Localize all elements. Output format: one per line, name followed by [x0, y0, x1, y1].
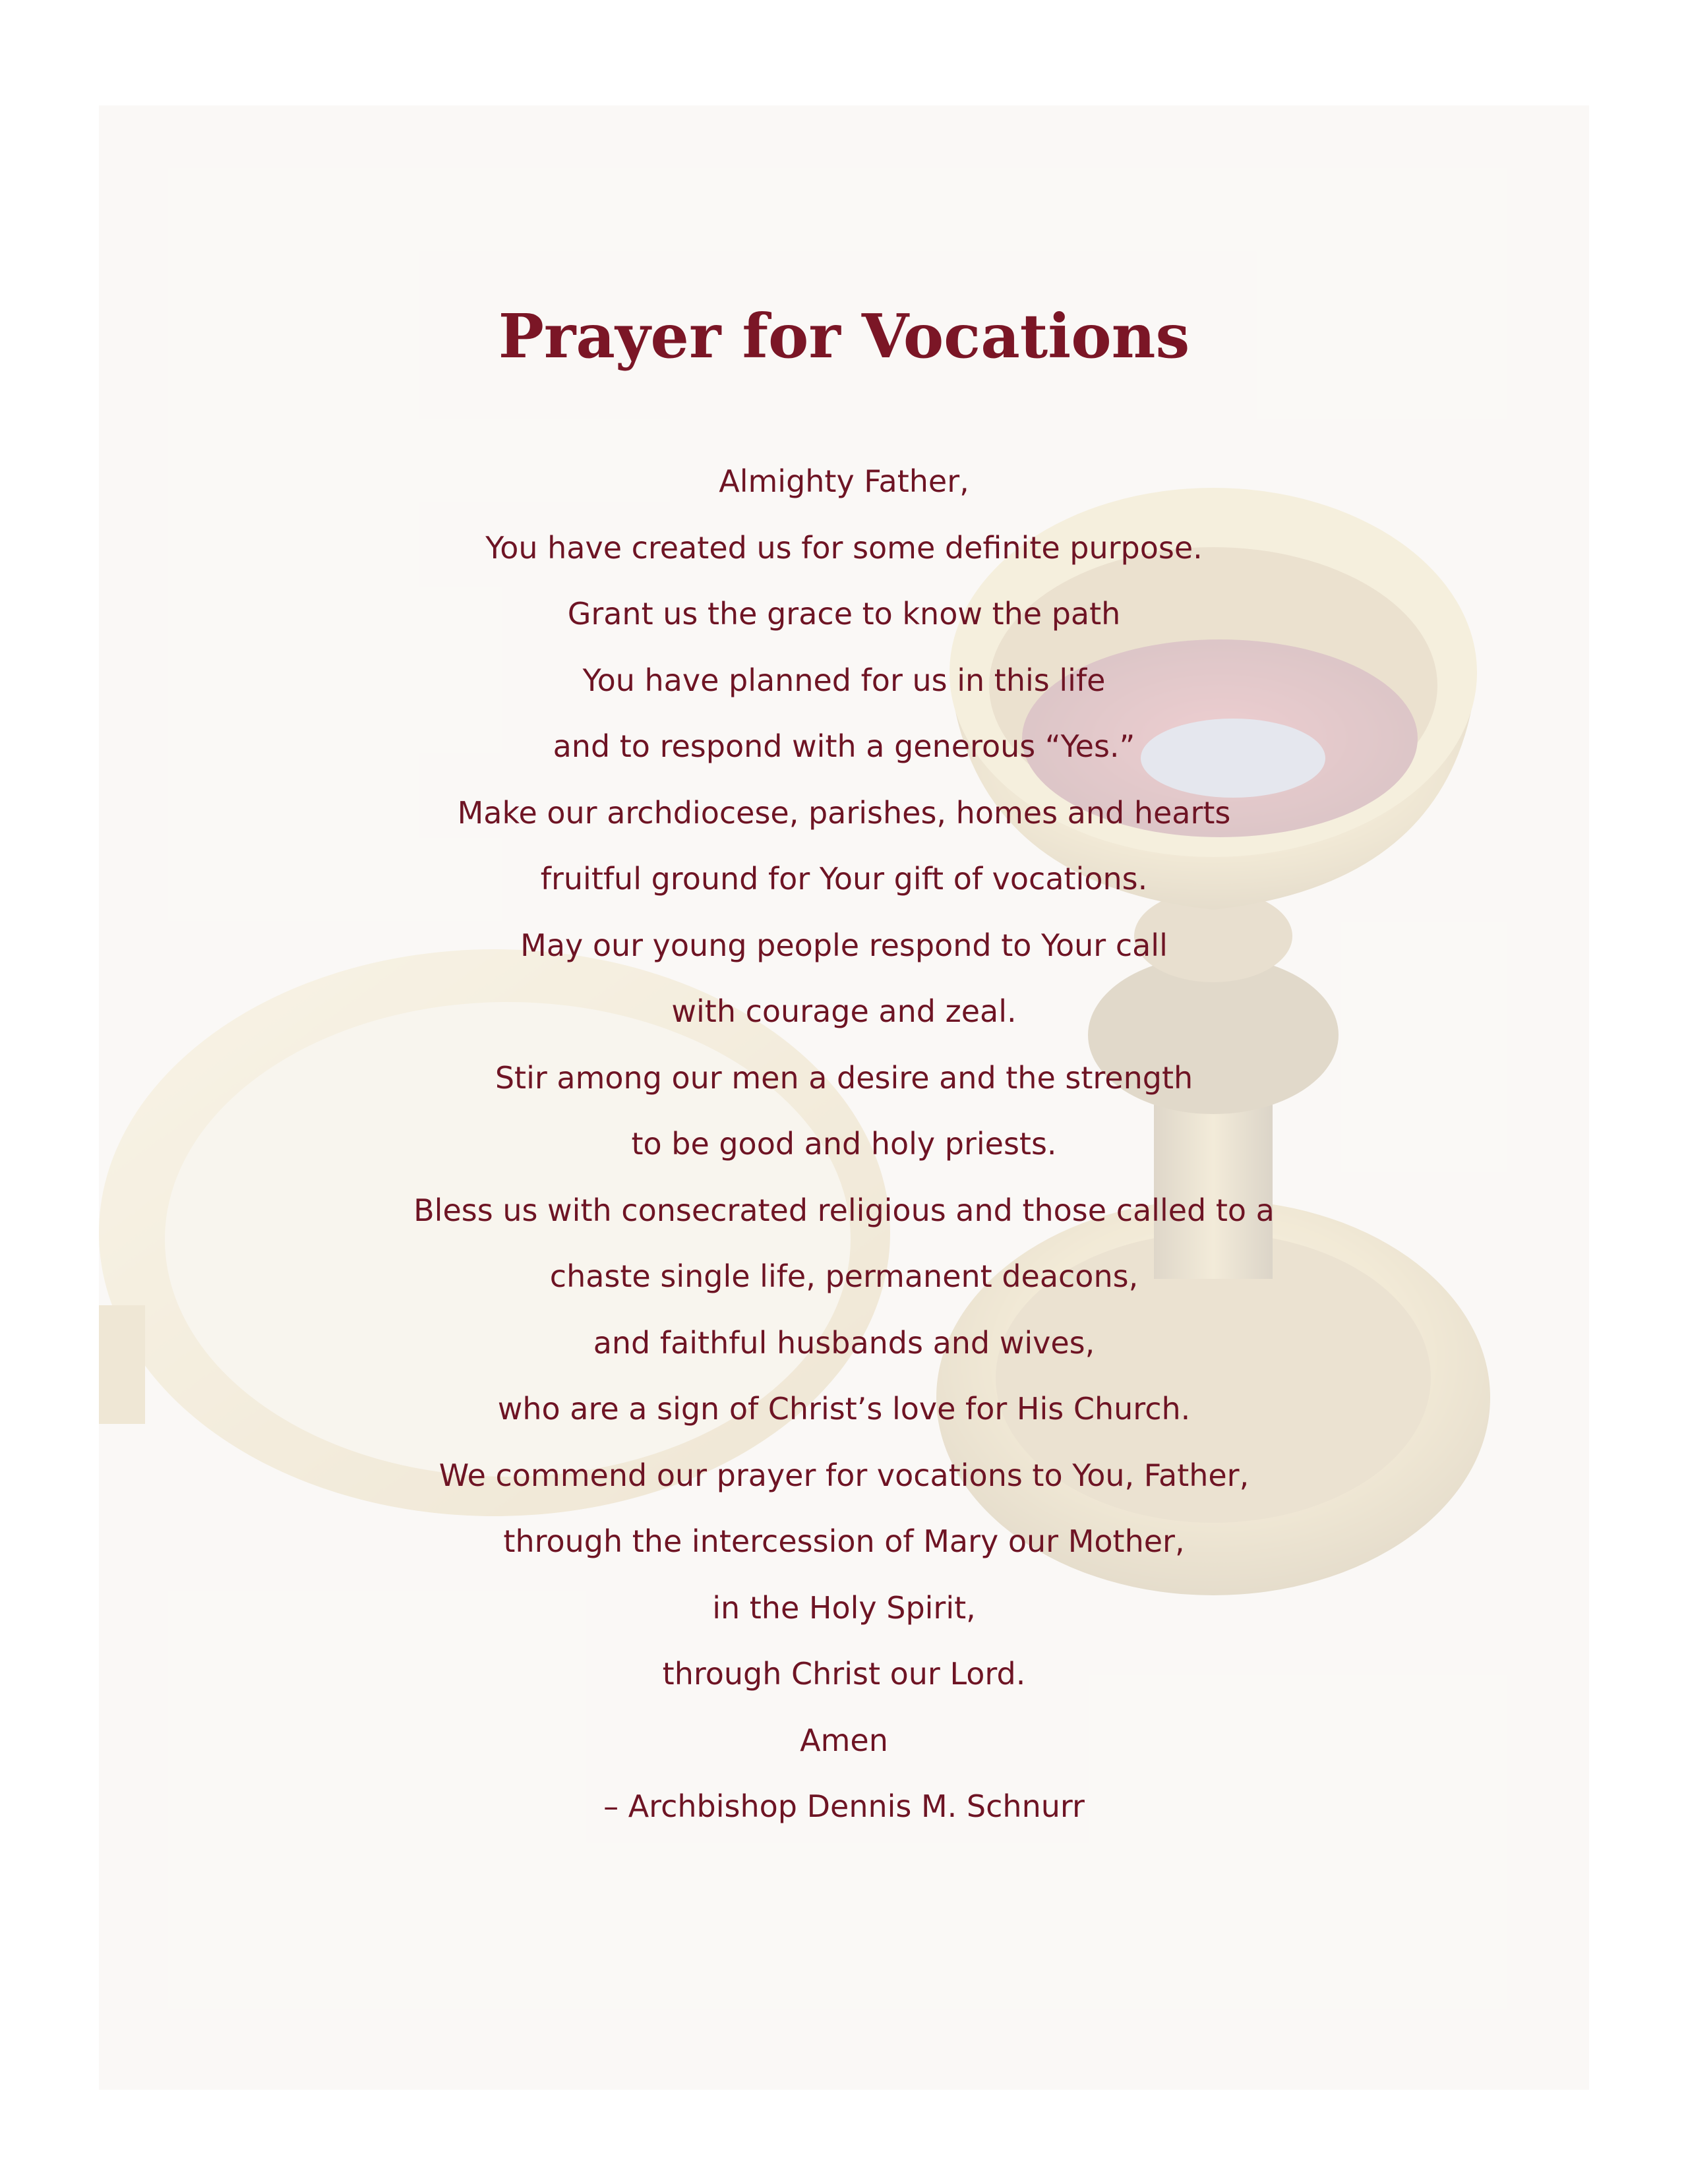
prayer-line: through the intercession of Mary our Mother, [503, 1523, 1185, 1559]
prayer-line: through Christ our Lord. [662, 1656, 1026, 1692]
prayer-line: You have planned for us in this life [582, 662, 1106, 698]
prayer-line: Stir among our men a desire and the strength [495, 1059, 1193, 1096]
prayer-line: to be good and holy priests. [631, 1126, 1057, 1162]
prayer-line: May our young people respond to Your call [520, 927, 1168, 963]
prayer-line: You have created us for some definite purpose. [485, 529, 1203, 566]
prayer-text [0, 448, 1688, 1840]
prayer-line: Grant us the grace to know the path [567, 596, 1121, 632]
prayer-line: who are a sign of Christ’s love for His Church. [497, 1391, 1191, 1427]
prayer-line: and faithful husbands and wives, [593, 1324, 1095, 1361]
prayer-attribution: – Archbishop Dennis M. Schnurr [603, 1788, 1085, 1824]
prayer-amen: Amen [800, 1722, 888, 1758]
prayer-line: in the Holy Spirit, [712, 1589, 976, 1626]
prayer-line: Bless us with consecrated religious and those called to a [413, 1192, 1275, 1228]
prayer-line: Almighty Father, [719, 463, 969, 499]
prayer-line: We commend our prayer for vocations to You, Father, [438, 1457, 1250, 1493]
page-title: Prayer for Vocations [498, 301, 1190, 372]
prayer-line: Make our archdiocese, parishes, homes and hearts [457, 794, 1231, 831]
prayer-line: chaste single life, permanent deacons, [549, 1258, 1139, 1294]
prayer-line: and to respond with a generous “Yes.” [553, 728, 1135, 764]
prayer-line: with courage and zeal. [671, 993, 1017, 1029]
prayer-line: fruitful ground for Your gift of vocations. [540, 861, 1148, 897]
